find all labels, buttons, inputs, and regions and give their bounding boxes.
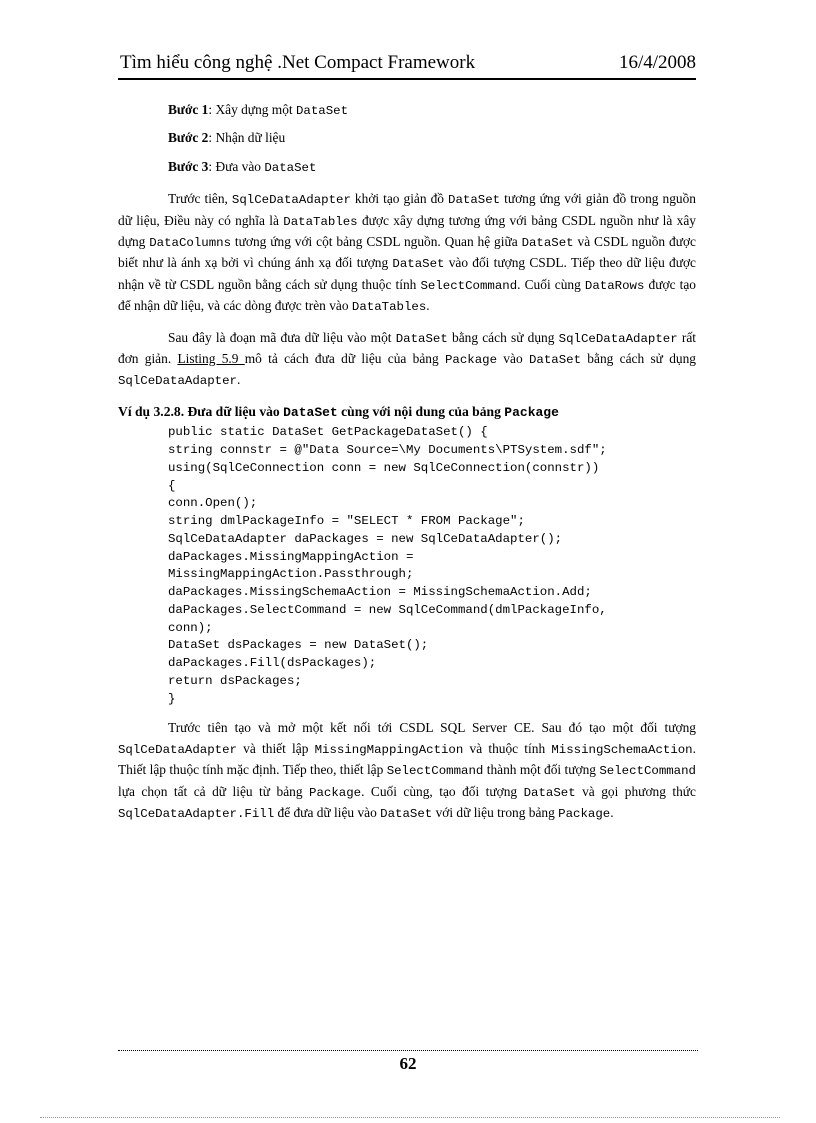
code-listing (168, 424, 696, 708)
paragraph-sample: Sau đây là đoạn mã đưa dữ liệu vào một DataSet bằng cách sử dụng SqlCeDataAdapter rất đơn giản. Listing 5.9 mô tả cách đưa dữ liệu của bảng Package vào DataSet bằng cách sử dụng SqlCeDataAdapter. (118, 329, 696, 389)
code-line: string connstr = @"Data Source=\My Documents\PTSystem.sdf"; (168, 443, 607, 458)
code-line: daPackages.MissingSchemaAction = MissingSchemaAction.Add; (168, 585, 592, 600)
code-line: daPackages.MissingMappingAction = (168, 549, 414, 564)
code-line: conn); (168, 620, 213, 635)
step-label: Bước 2 (168, 130, 209, 146)
code-line: daPackages.SelectCommand = new SqlCeCommand(dmlPackageInfo, (168, 602, 607, 617)
listing-link[interactable]: Listing 5.9 (177, 351, 245, 367)
page-content (118, 100, 696, 832)
paragraph-explanation: Trước tiên tạo và mở một kết nối tới CSDL SQL Server CE. Sau đó tạo một đối tượng SqlCeDataAdapter và thiết lập MissingMappingAction và thuộc tính MissingSchemaAction. Thiết lập thuộc tính mặc định. Tiếp theo, thiết lập SelectCommand thành một đối tượng SelectCommand lựa chọn tất cả dữ liệu từ bảng Package. Cuối cùng, tạo đối tượng DataSet và gọi phương thức SqlCeDataAdapter.Fill để đưa dữ liệu vào DataSet với dữ liệu trong bảng Package. (118, 720, 696, 821)
code-line: DataSet dsPackages = new DataSet(); (168, 638, 429, 653)
paragraph-intro: Trước tiên, SqlCeDataAdapter khởi tạo giản đồ DataSet tương ứng với giản đồ trong nguồn dữ liệu, Điều này có nghĩa là DataTables được xây dựng tương ứng với bảng CSDL nguồn như là xây dựng DataColumns tương ứng với cột bảng CSDL nguồn. Quan hệ giữa DataSet và CSDL nguồn được biết như là ánh xạ bởi vì chúng ánh xạ đối tượng DataSet vào đối tượng CSDL. Tiếp theo dữ liệu được nhận về từ CSDL nguồn bằng cách sử dụng thuộc tính SelectCommand. Cuối cùng DataRows được tạo để nhận dữ liệu, và các dòng được trèn vào DataTables. (118, 191, 696, 315)
code-line: return dsPackages; (168, 673, 302, 688)
code-line: { (168, 478, 176, 493)
header-title: Tìm hiểu công nghệ .Net Compact Framework (120, 52, 476, 73)
code-line: public static DataSet GetPackageDataSet() { (168, 425, 488, 440)
code-line: conn.Open(); (168, 496, 258, 511)
code-line: daPackages.Fill(dsPackages); (168, 656, 377, 671)
step-2: Bước 2: Nhận dữ liệu (168, 130, 286, 146)
code-line: } (168, 691, 176, 706)
page-header (118, 52, 696, 80)
example-caption: Ví dụ 3.2.8. Đưa dữ liệu vào DataSet cùng với nội dung của bảng Package (118, 403, 559, 420)
step-label: Bước 1 (168, 102, 209, 117)
page-number: 62 (399, 1054, 417, 1073)
code-line: using(SqlCeConnection conn = new SqlCeConnection(connstr)) (168, 460, 600, 475)
page-bottom-edge (40, 1117, 780, 1118)
header-date: 16/4/2008 (618, 52, 696, 73)
step-3: Bước 3: Đưa vào DataSet (168, 158, 317, 175)
step-label: Bước 3 (168, 158, 209, 174)
code-line: string dmlPackageInfo = "SELECT * FROM Package"; (168, 514, 525, 529)
footer-divider (118, 1050, 698, 1051)
code-line: MissingMappingAction.Passthrough; (168, 567, 414, 582)
step-1: Bước 1: Xây dựng một DataSet (168, 102, 349, 118)
code-line: SqlCeDataAdapter daPackages = new SqlCeDataAdapter(); (168, 531, 563, 546)
